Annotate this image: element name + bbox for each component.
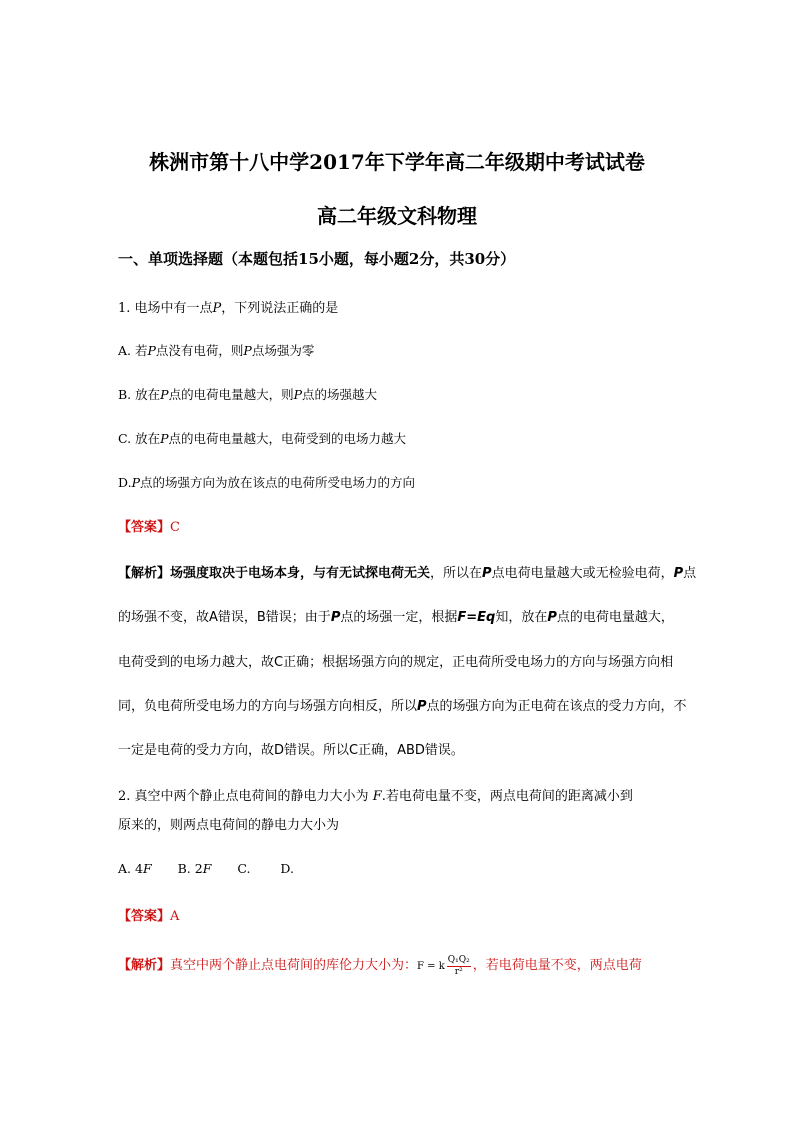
question-2-option-c: C. <box>237 861 251 876</box>
question-2-option-d: D. <box>280 861 294 876</box>
question-1-option-d: D.P点的场强方向为放在该点的电荷所受电场力的方向 <box>118 475 415 490</box>
question-2-options <box>118 861 294 876</box>
question-2-answer: 【答案】A <box>118 909 180 924</box>
question-1-explanation-line-4: 同，负电荷所受电场力的方向与场强方向相反，所以P点的场强方向为正电荷在该点的受力方向，不 <box>118 699 687 714</box>
question-1-option-a: A. 若P点没有电荷，则P点场强为零 <box>118 343 315 358</box>
document-subtitle: 高二年级文科物理 <box>317 204 477 228</box>
question-2-stem-line-1: 2. 真空中两个静止点电荷间的静电力大小为 F.若电荷电量不变，两点电荷间的距离减小到 <box>118 789 633 804</box>
question-2-option-a: A. 4F <box>118 861 152 876</box>
question-1-option-b: B. 放在P点的电荷电量越大，则P点的场强越大 <box>118 387 378 402</box>
question-2-explanation: 【解析】真空中两个静止点电荷间的库伦力大小为：F = k $\frac{\text{Q₁Q₂}}{\text{r²}}$ ，若电荷电量不变，两点电荷 <box>118 955 642 977</box>
question-1-explanation-line-3: 电荷受到的电场力越大，故C正确；根据场强方向的规定，正电荷所受电场力的方向与场强方向相 <box>118 655 674 670</box>
section-heading: 一、单项选择题（本题包括15小题，每小题2分，共30分） <box>118 250 516 268</box>
question-1-option-c: C. 放在P点的电荷电量越大，电荷受到的电场力越大 <box>118 431 407 446</box>
document-title: 株洲市第十八中学2017年下学年高二年级期中考试试卷 <box>149 150 645 174</box>
question-2-option-b: B. 2F <box>177 861 212 876</box>
coulomb-formula: F = k $\frac{\text{Q₁Q₂}}{\text{r²}}$ <box>417 955 470 977</box>
question-1-explanation-line-2: 的场强不变，故A错误，B错误；由于P点的场强一定，根据F=Eq知，放在P点的电荷电量越大， <box>118 610 674 625</box>
question-1-stem: 1. 电场中有一点P，下列说法正确的是 <box>118 301 339 316</box>
question-1-explanation-line-1: 【解析】场强度取决于电场本身，与有无试探电荷无关，所以在P点电荷电量越大或无检验电荷，P点 <box>118 566 697 581</box>
question-1-answer: 【答案】C <box>118 520 180 535</box>
question-1-explanation-line-5: 一定是电荷的受力方向，故D错误。所以C正确，ABD错误。 <box>118 743 464 758</box>
question-2-stem-line-2: 原来的，则两点电荷间的静电力大小为 <box>118 818 340 833</box>
